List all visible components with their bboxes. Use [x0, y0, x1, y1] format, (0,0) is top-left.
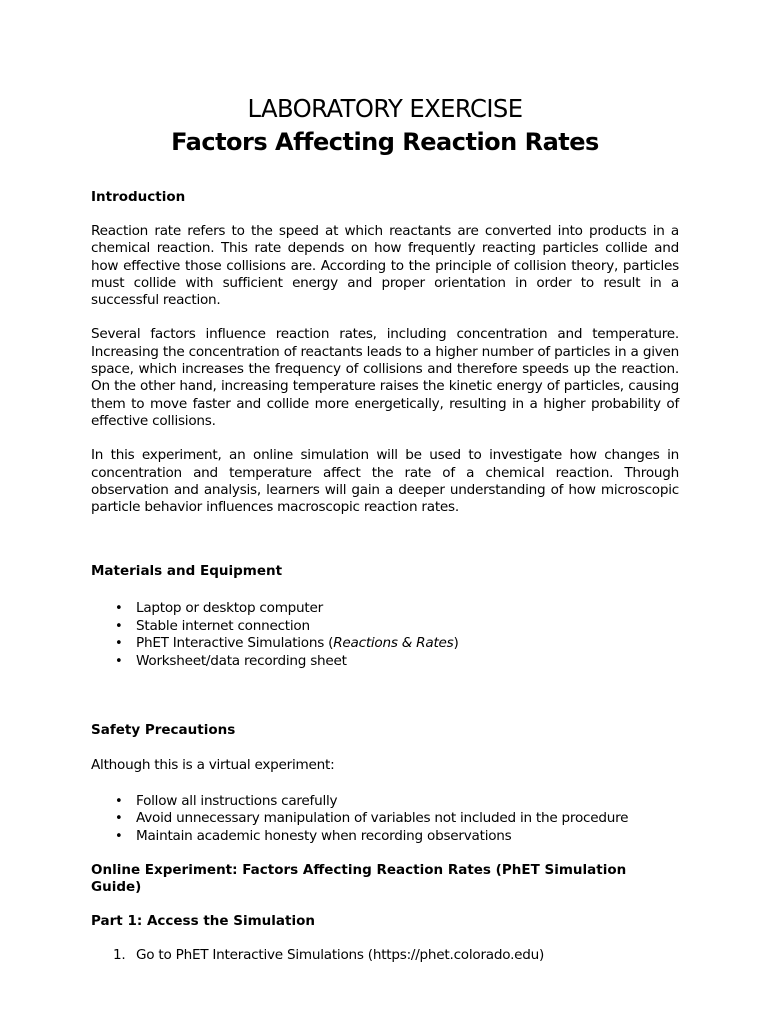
- list-item: [91, 600, 679, 618]
- list-item: [91, 635, 679, 653]
- materials-item-text: PhET Interactive Simulations (: [136, 635, 334, 652]
- list-item: [91, 947, 679, 965]
- safety-item-text: Follow all instructions carefully: [136, 792, 338, 809]
- document-subtitle: Factors Affecting Reaction Rates: [171, 128, 599, 156]
- safety-item-text: Maintain academic honesty when recording observations: [136, 827, 512, 844]
- materials-item-text-end: ): [453, 635, 459, 652]
- safety-list: [91, 793, 679, 846]
- list-item: [91, 793, 679, 811]
- intro-paragraph-3: In this experiment, an online simulation will be used to investigate how changes in concentration and temperature affect the rate of a chemical reaction. Through observation and analysis, learners will gain a deeper understanding of how microscopic particle behavior influences macroscopic reaction rates.: [91, 447, 679, 516]
- document-page: [91, 94, 679, 965]
- step-text: Go to PhET Interactive Simulations (https://phet.colorado.edu): [136, 947, 545, 964]
- intro-paragraph-1: Reaction rate refers to the speed at which reactants are converted into products in a chemical reaction. This rate depends on how frequently reacting particles collide and how effective those collisions are. According to the principle of collision theory, particles must collide with sufficient energy and proper orientation in order to result in a successful reaction.: [91, 223, 679, 309]
- safety-item-text: Avoid unnecessary manipulation of variables not included in the procedure: [136, 810, 629, 827]
- bullet-icon: •: [115, 601, 123, 617]
- list-item: [91, 618, 679, 636]
- list-item: [91, 810, 679, 828]
- bullet-icon: •: [115, 811, 123, 827]
- bullet-icon: •: [115, 793, 123, 809]
- step-number: 1.: [113, 947, 126, 964]
- experiment-heading: Online Experiment: Factors Affecting Reaction Rates (PhET Simulation Guide): [91, 862, 627, 896]
- materials-item-text: Worksheet/data recording sheet: [136, 652, 347, 669]
- materials-item-text: Stable internet connection: [136, 617, 310, 634]
- bullet-icon: •: [115, 828, 123, 844]
- materials-item-text: Laptop or desktop computer: [136, 600, 323, 617]
- simulation-name: Reactions & Rates: [333, 635, 454, 652]
- document-title: LABORATORY EXERCISE: [247, 94, 523, 123]
- safety-intro: Although this is a virtual experiment:: [91, 757, 335, 774]
- safety-heading: Safety Precautions: [91, 722, 236, 739]
- bullet-icon: •: [115, 653, 123, 669]
- bullet-icon: •: [115, 636, 123, 652]
- materials-list: [91, 600, 679, 670]
- list-item: [91, 828, 679, 846]
- part1-steps: [91, 947, 679, 965]
- introduction-heading: Introduction: [91, 189, 186, 205]
- materials-heading: Materials and Equipment: [91, 563, 283, 580]
- bullet-icon: •: [115, 618, 123, 634]
- intro-paragraph-2: Several factors influence reaction rates, including concentration and temperature. Increasing the concentration of reactants leads to a higher number of particles in a given space, which increases the frequency of collisions and therefore speeds up the reaction. On the other hand, increasing temperature raises the kinetic energy of particles, causing them to move faster and collide more energetically, resulting in a higher probability of effective collisions.: [91, 326, 679, 429]
- part1-heading: Part 1: Access the Simulation: [91, 913, 315, 930]
- list-item: [91, 653, 679, 671]
